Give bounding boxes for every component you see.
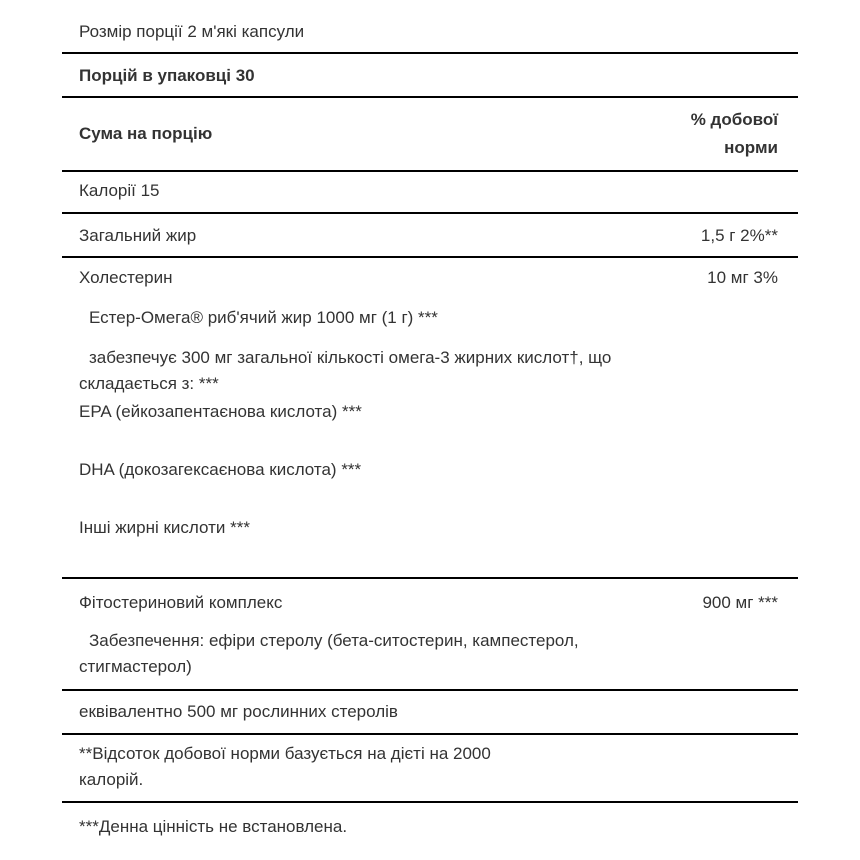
cholesterol-label: Холестерин: [79, 268, 173, 287]
calories: Калорії 15: [79, 181, 160, 200]
epa-line: EPA (ейкозапентаєнова кислота) ***: [79, 402, 362, 421]
divider: [62, 577, 798, 579]
dha-line: DHA (докозагексаєнова кислота) ***: [79, 460, 362, 479]
sterol-esters-line1: Забезпечення: ефіри стеролу (бета-ситостерин, кампестерол,: [89, 631, 579, 650]
serving-size: Розмір порції 2 м'які капсули: [79, 22, 305, 41]
other-fatty-acids-line: Інші жирні кислоти ***: [79, 518, 250, 537]
divider: [62, 212, 798, 214]
divider: [62, 256, 798, 258]
divider: [62, 170, 798, 172]
phytosterol-label: Фітостериновий комплекс: [79, 593, 283, 612]
total-fat-label: Загальний жир: [79, 226, 197, 245]
divider: [62, 52, 798, 54]
servings-per-container: Порцій в упаковці 30: [79, 66, 255, 85]
amount-per-serving-label: Сума на порцію: [79, 124, 213, 143]
cholesterol-value: 10 мг 3%: [707, 268, 778, 287]
divider: [62, 733, 798, 735]
daily-value-header-line1: % добової: [690, 110, 778, 129]
ester-omega-line: Естер-Омега® риб'ячий жир 1000 мг (1 г) ***: [89, 308, 438, 327]
sterol-esters-line2: стигмастерол): [79, 657, 192, 676]
footnote-daily-value-line1: **Відсоток добової норми базується на дієті на 2000: [79, 744, 491, 763]
plant-sterols-equivalent: еквівалентно 500 мг рослинних стеролів: [79, 702, 398, 721]
phytosterol-value: 900 мг ***: [702, 593, 778, 612]
omega3-provides-line2: складається з: ***: [79, 374, 219, 393]
divider: [62, 96, 798, 98]
daily-value-header-line2: норми: [724, 138, 778, 157]
total-fat-value: 1,5 г 2%**: [700, 226, 778, 245]
divider: [62, 801, 798, 803]
omega3-provides-line1: забезпечує 300 мг загальної кількості омега-3 жирних кислот†, що: [89, 348, 612, 367]
divider: [62, 689, 798, 691]
footnote-not-established: ***Денна цінність не встановлена.: [79, 817, 348, 836]
footnote-daily-value-line2: калорій.: [79, 770, 144, 789]
